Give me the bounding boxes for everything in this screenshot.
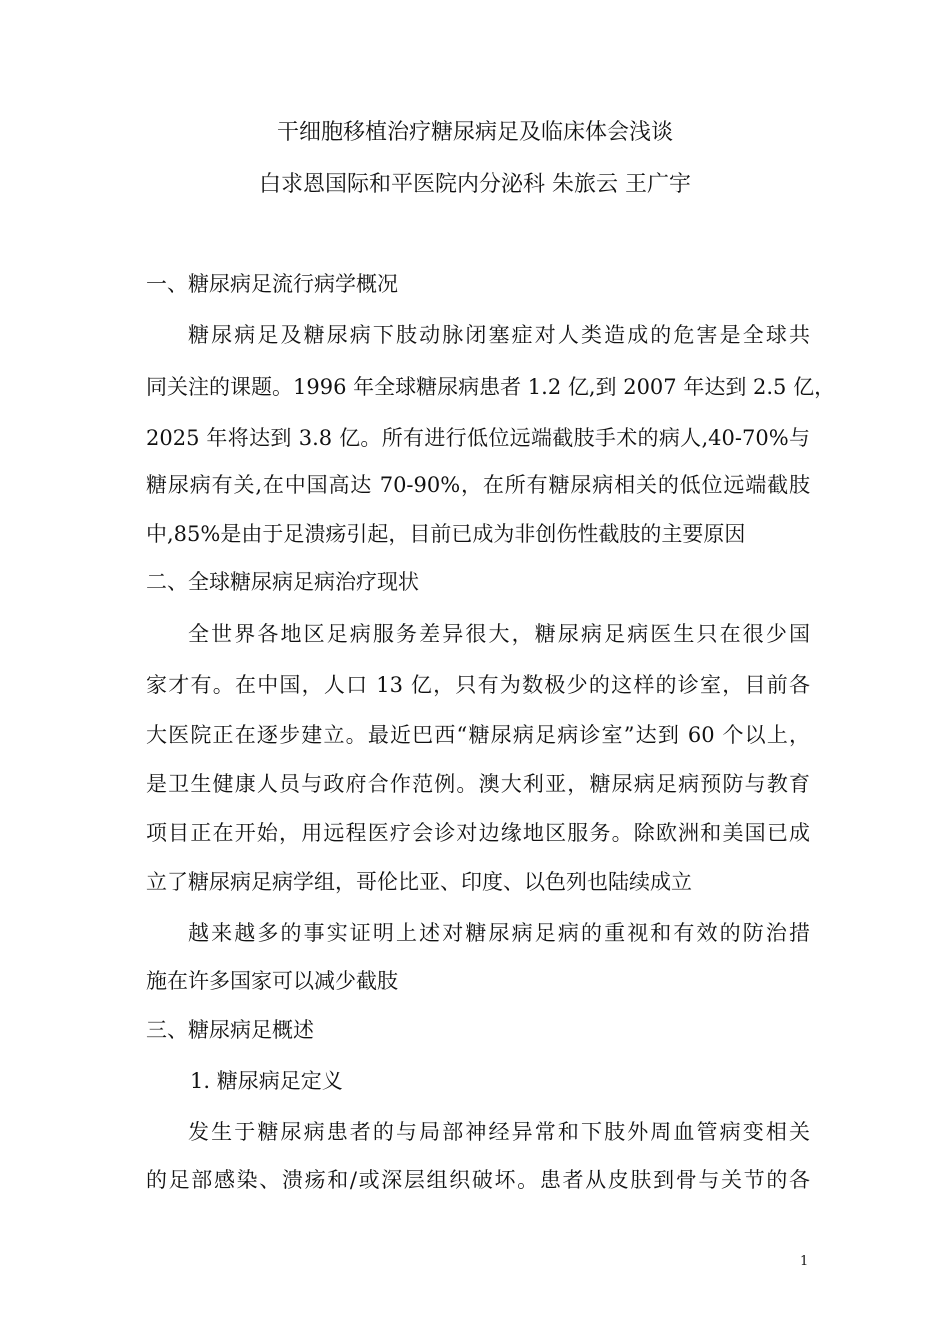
paragraph-line: 的足部感染、溃疡和/或深层组织破坏。患者从皮肤到骨与关节的各: [146, 1168, 810, 1192]
paragraph-line: 大医院正在逐步建立。最近巴西“糖尿病足病诊室”达到 60 个以上，: [146, 723, 810, 747]
paragraph-line: 项目正在开始，用远程医疗会诊对边缘地区服务。除欧洲和美国已成: [146, 821, 810, 845]
paragraph-line: 糖尿病有关,在中国高达 70-90%，在所有糖尿病相关的低位远端截肢: [146, 473, 810, 497]
paragraph-line: 施在许多国家可以减少截肢: [146, 969, 398, 993]
section-heading-epidemiology: 一、糖尿病足流行病学概况: [146, 272, 398, 296]
section-heading-overview: 三、糖尿病足概述: [146, 1018, 314, 1042]
section-heading-treatment-status: 二、全球糖尿病足病治疗现状: [146, 570, 419, 594]
paragraph-line: 同关注的课题。1996 年全球糖尿病患者 1.2 亿,到 2007 年达到 2.5 亿，: [146, 375, 836, 399]
paragraph-line: 立了糖尿病足病学组，哥伦比亚、印度、以色列也陆续成立: [146, 870, 692, 894]
paragraph-line: 家才有。在中国，人口 13 亿，只有为数极少的这样的诊室，目前各: [146, 673, 810, 697]
paragraph-line: 中,85%是由于足溃疡引起，目前已成为非创伤性截肢的主要原因: [146, 522, 746, 546]
subsection-heading-definition: 1. 糖尿病足定义: [190, 1069, 343, 1093]
document-title: 干细胞移植治疗糖尿病足及临床体会浅谈: [276, 120, 673, 145]
paragraph-line: 全世界各地区足病服务差异很大，糖尿病足病医生只在很少国: [188, 622, 810, 646]
page-number: 1: [800, 1254, 809, 1269]
paragraph-line: 是卫生健康人员与政府合作范例。澳大利亚，糖尿病足病预防与教育: [146, 772, 810, 796]
paragraph-line: 2025 年将达到 3.8 亿。所有进行低位远端截肢手术的病人,40-70%与: [146, 426, 810, 450]
document-authors: 白求恩国际和平医院内分泌科 朱旅云 王广宇: [259, 172, 691, 197]
paragraph-line: 发生于糖尿病患者的与局部神经异常和下肢外周血管病变相关: [188, 1120, 810, 1144]
paragraph-line: 糖尿病足及糖尿病下肢动脉闭塞症对人类造成的危害是全球共: [188, 323, 810, 347]
paragraph-line: 越来越多的事实证明上述对糖尿病足病的重视和有效的防治措: [188, 921, 810, 945]
